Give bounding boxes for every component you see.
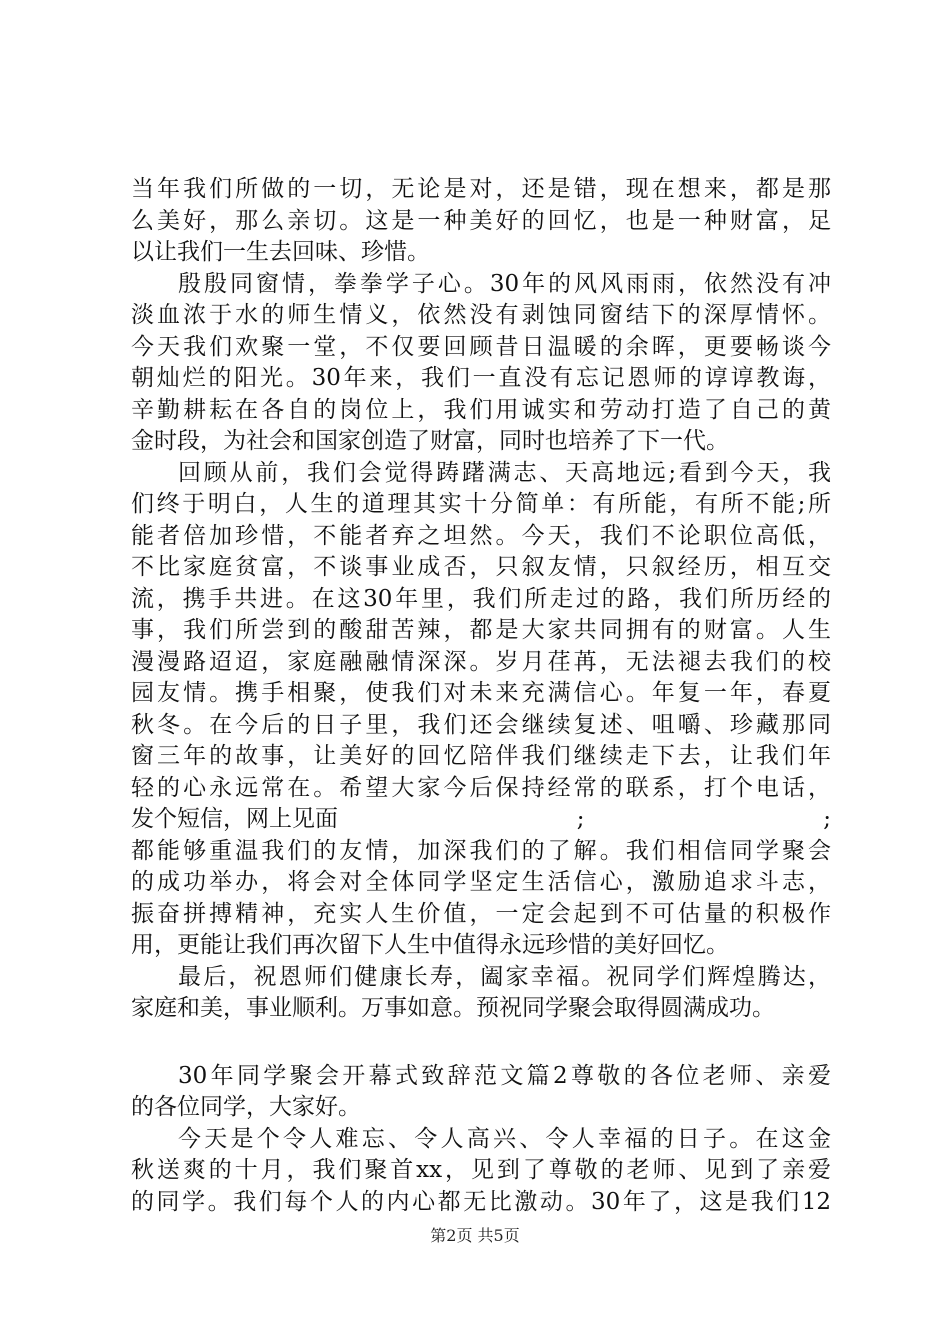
- text-line: 秋送爽的十月，我们聚首xx，见到了尊敬的老师、见到了亲爱: [131, 1157, 831, 1183]
- text-line: 漫漫路迢迢，家庭融融情深深。岁月荏苒，无法褪去我们的校: [131, 648, 831, 675]
- text-line: 的各位同学，大家好。: [131, 1094, 361, 1120]
- text-line: 用，更能让我们再次留下人生中值得永远珍惜的美好回忆。: [131, 932, 729, 958]
- text-line: 的成功举办，将会对全体同学坚定生活信心，激励追求斗志，: [131, 869, 831, 895]
- text-fragment: ;: [576, 806, 585, 832]
- text-line-spaced: [131, 804, 831, 836]
- text-line: 朝灿烂的阳光。30年来，我们一直没有忘记恩师的谆谆教诲，: [131, 365, 831, 391]
- page-footer: 第2页 共5页: [430, 1226, 520, 1245]
- text-line: 以让我们一生去回味、珍惜。: [131, 239, 430, 265]
- text-line: 窗三年的故事，让美好的回忆陪伴我们继续走下去，让我们年: [131, 743, 831, 769]
- text-line: 淡血浓于水的师生情义，依然没有剥蚀同窗结下的深厚情怀。: [131, 302, 831, 328]
- text-line: 能者倍加珍惜，不能者弃之坦然。今天，我们不论职位高低，: [131, 522, 831, 549]
- text-line: 的同学。我们每个人的内心都无比激动。30年了，这是我们12: [131, 1188, 831, 1215]
- text-line: 不比家庭贫富，不谈事业成否，只叙友情，只叙经历，相互交: [131, 554, 831, 580]
- text-fragment: 发个短信，网上见面: [131, 806, 338, 832]
- text-line: 辛勤耕耘在各自的岗位上，我们用诚实和劳动打造了自己的黄: [131, 396, 831, 423]
- paragraph-start-line: 今天是个令人难忘、令人高兴、令人幸福的日子。在这金: [178, 1125, 831, 1152]
- text-line: 么美好，那么亲切。这是一种美好的回忆，也是一种财富，足: [131, 207, 831, 234]
- text-line: 轻的心永远常在。希望大家今后保持经常的联系，打个电话，: [131, 774, 831, 801]
- paragraph-start-line: 回顾从前，我们会觉得踌躇满志、天高地远;看到今天，我: [178, 459, 831, 486]
- text-line: 今天我们欢聚一堂，不仅要回顾昔日温暖的余晖，更要畅谈今: [131, 333, 831, 360]
- text-line: 流，携手共进。在这30年里，我们所走过的路，我们所历经的: [131, 585, 831, 612]
- text-line: 园友情。携手相聚，使我们对未来充满信心。年复一年，春夏: [131, 680, 831, 706]
- text-line: 秋冬。在今后的日子里，我们还会继续复述、咀嚼、珍藏那同: [131, 711, 831, 738]
- text-line: 振奋拼搏精神，充实人生价值，一定会起到不可估量的积极作: [131, 900, 831, 927]
- text-line: 当年我们所做的一切，无论是对，还是错，现在想来，都是那: [131, 176, 831, 202]
- paragraph-start-line: 最后，祝恩师们健康长寿，阖家幸福。祝同学们辉煌腾达，: [178, 963, 831, 990]
- text-line: 事，我们所尝到的酸甜苦辣，都是大家共同拥有的财富。人生: [131, 617, 831, 643]
- document-body: [131, 174, 831, 1218]
- text-line: 们终于明白，人生的道理其实十分简单：有所能，有所不能;所: [131, 491, 831, 517]
- text-fragment: ;: [823, 806, 831, 832]
- paragraph-gap: [131, 1025, 831, 1061]
- text-line: 金时段，为社会和国家创造了财富，同时也培养了下一代。: [131, 428, 729, 454]
- section-heading-line: 30年同学聚会开幕式致辞范文篇2尊敬的各位老师、亲爱: [178, 1062, 831, 1089]
- text-line: 都能够重温我们的友情，加深我们的了解。我们相信同学聚会: [131, 837, 831, 864]
- paragraph-start-line: 殷殷同窗情，拳拳学子心。30年的风风雨雨，依然没有冲: [178, 270, 831, 297]
- text-line: 家庭和美，事业顺利。万事如意。预祝同学聚会取得圆满成功。: [131, 995, 775, 1021]
